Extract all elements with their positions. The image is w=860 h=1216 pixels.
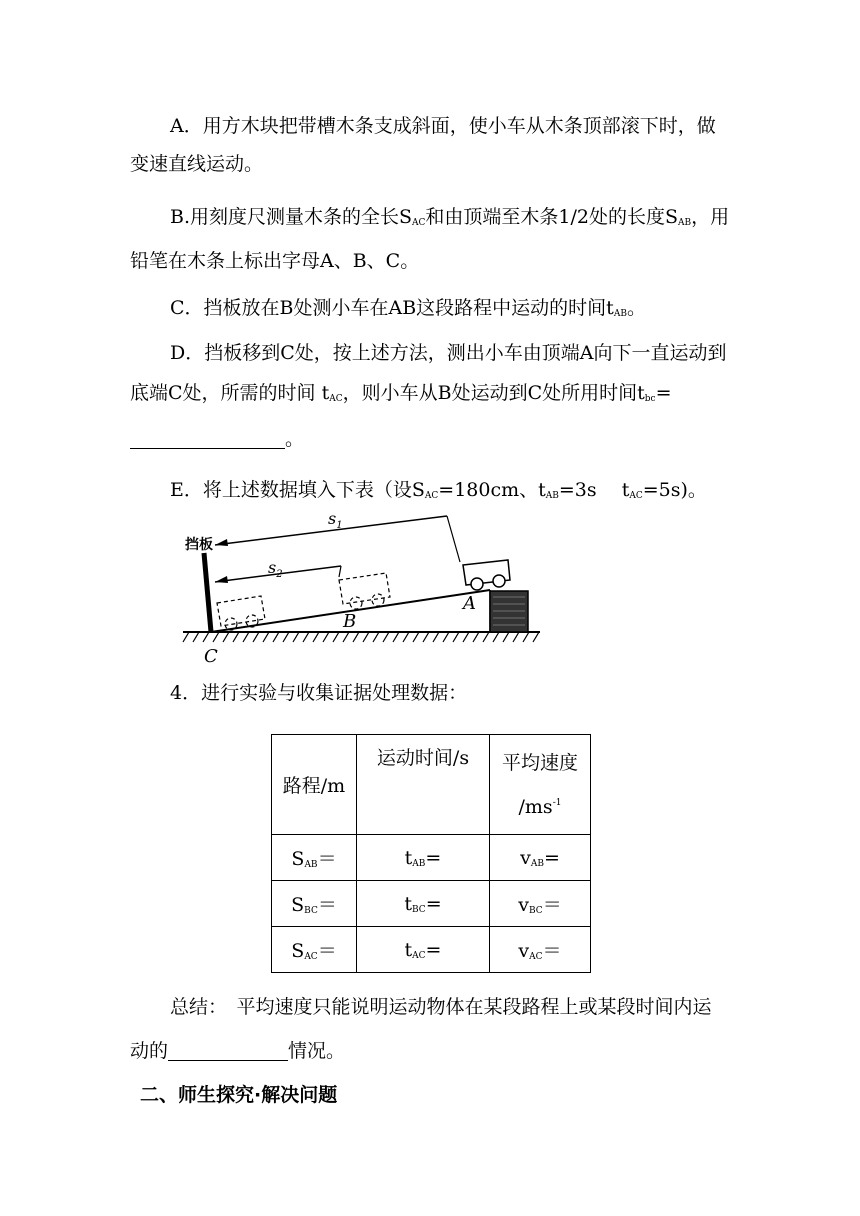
subscript: AB — [304, 860, 318, 870]
table-row — [272, 835, 591, 881]
table-header-row — [272, 735, 591, 835]
step-e-text: =5s)。 — [642, 479, 707, 501]
cell-text: S — [291, 894, 305, 916]
section-heading: 二、师生探究·解决问题 — [140, 1084, 338, 1106]
cell-time[interactable] — [357, 835, 490, 881]
baffle-plate — [204, 553, 211, 632]
subscript: BC — [412, 904, 426, 915]
point-a-label: A — [463, 593, 476, 614]
cell-text: S — [291, 848, 305, 870]
dashed-cart-middle — [339, 573, 390, 609]
step-b-text: ，用铅笔在木条上标出字母A、B、C。 — [130, 206, 730, 272]
point-c-label: C — [204, 646, 218, 667]
subscript: AB — [412, 858, 426, 869]
header-distance: 路程/m — [272, 735, 357, 835]
step-b-text: 和由顶端至木条1/2处的长度S — [425, 206, 679, 228]
step-4: 4．进行实验与收集证据处理数据： — [170, 682, 468, 704]
cell-speed[interactable] — [490, 835, 591, 881]
cell-text: = — [543, 846, 560, 869]
superscript: -1 — [552, 797, 562, 808]
cell-text: = — [425, 938, 442, 961]
subscript: AC — [412, 218, 426, 228]
step-d-text: = — [655, 382, 672, 404]
cell-text: ＝ — [317, 848, 337, 870]
cell-speed[interactable] — [490, 881, 591, 927]
s2-end-mark — [339, 566, 341, 577]
step-d — [130, 333, 730, 459]
header-speed-line1: 平均速度 — [501, 751, 578, 774]
table-row — [272, 881, 591, 927]
cell-speed[interactable] — [490, 927, 591, 973]
subscript: AB — [613, 309, 627, 319]
cell-text: t — [404, 938, 413, 961]
cell-distance[interactable] — [272, 927, 357, 973]
summary-text: 情况。 — [288, 1040, 346, 1062]
cell-text: = — [425, 846, 442, 869]
step-d-text: D．挡板移到C处，按上述方法，测出小车由顶端A向下一直运动到底端C处，所需的时间 t — [130, 342, 727, 404]
subscript: BC — [304, 906, 318, 916]
subscript: AB — [545, 491, 559, 501]
subscript: AC — [412, 950, 426, 961]
step-e-text: E．将上述数据填入下表（设S — [170, 479, 425, 501]
subscript: AB — [678, 218, 692, 228]
cell-text: S — [291, 940, 305, 962]
step-b — [130, 198, 730, 280]
point-b-label: B — [343, 611, 357, 632]
subscript: AC — [329, 394, 343, 404]
cell-text: v — [520, 846, 531, 869]
header-time: 运动时间/s — [357, 735, 490, 835]
ground-hatching — [183, 632, 539, 642]
cell-text: ＝ — [542, 894, 562, 916]
step-e-text: =180cm、t — [438, 479, 546, 501]
step-d-text: 。 — [285, 428, 305, 450]
step-e-text: =3s t — [558, 479, 630, 501]
cart-at-top — [463, 560, 510, 590]
s1-arrowhead — [215, 539, 228, 546]
header-speed — [490, 735, 591, 835]
s2-arrowhead — [215, 576, 228, 583]
baffle-label: 挡板 — [185, 537, 213, 553]
cell-text: t — [404, 846, 413, 869]
cell-text: v — [518, 940, 530, 962]
s1-label: $s_1$ — [328, 509, 343, 531]
cell-text: ＝ — [542, 940, 562, 962]
data-table — [271, 734, 591, 973]
subscript: AC — [529, 952, 543, 962]
s1-end-mark — [447, 516, 460, 562]
answer-blank[interactable] — [130, 426, 285, 449]
cell-time[interactable] — [357, 927, 490, 973]
cell-text: v — [518, 894, 530, 916]
step-d-text: ，则小车从B处运动到C处所用时间t — [342, 382, 645, 404]
cell-distance[interactable] — [272, 835, 357, 881]
table-row — [272, 927, 591, 973]
subscript: AC — [424, 491, 439, 501]
cell-time[interactable] — [357, 881, 490, 927]
step-b-text: B.用刻度尺测量木条的全长S — [170, 206, 413, 228]
step-c-text: 。 — [626, 297, 646, 319]
step-c-text: C．挡板放在B处测小车在AB这段路程中运动的时间t — [170, 297, 614, 319]
cell-text: ＝ — [317, 894, 337, 916]
summary-text: 总结： 平均速度只能说明运动物体在某段路程上或某段时间内运动的 — [130, 996, 712, 1062]
cell-text: ＝ — [317, 940, 337, 962]
cell-text: t — [404, 892, 413, 915]
header-speed-unit: /ms — [518, 795, 553, 818]
s2-label: $s_2$ — [268, 558, 283, 580]
step-c — [130, 289, 730, 333]
subscript: AB — [530, 858, 544, 869]
subscript: AC — [629, 491, 643, 501]
subscript: BC — [529, 906, 543, 916]
summary — [130, 985, 730, 1073]
subscript: bc — [644, 394, 656, 404]
answer-blank[interactable] — [168, 1038, 288, 1061]
cell-distance[interactable] — [272, 881, 357, 927]
cell-text: = — [425, 892, 442, 915]
incline-diagram — [175, 505, 545, 675]
step-a: A．用方木块把带槽木条支成斜面，使小车从木条顶部滚下时，做变速直线运动。 — [130, 115, 716, 175]
subscript: AC — [304, 952, 318, 962]
